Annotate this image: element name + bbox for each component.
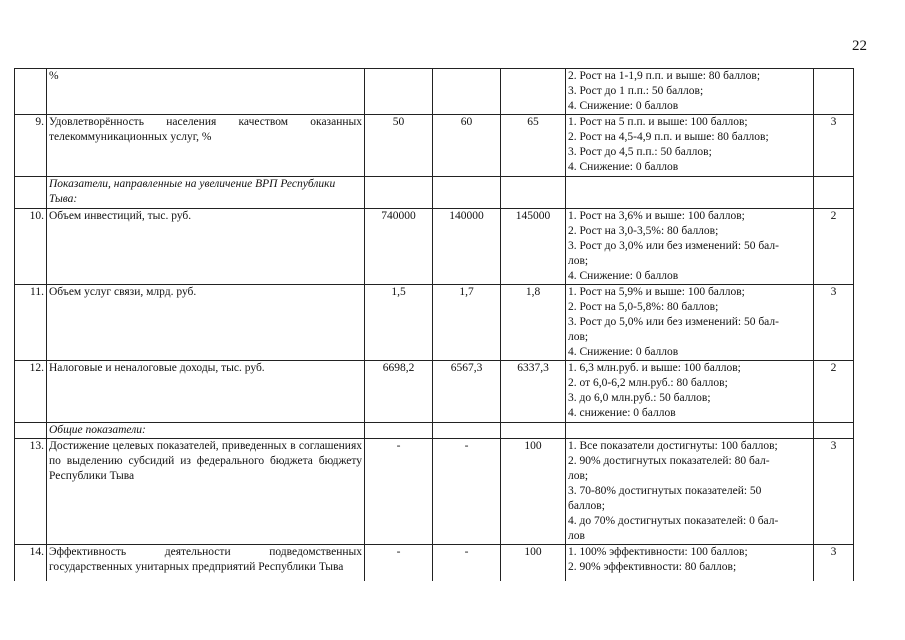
criterion-line: 4. Снижение: 0 баллов xyxy=(568,161,679,173)
indicator-name: Эффективность деятельности подведомственных государственных унитарных предприятий Республики Тыва xyxy=(49,546,362,573)
empty-cell xyxy=(501,177,566,209)
indicator-name-cell xyxy=(47,439,365,545)
indicator-row xyxy=(15,209,854,285)
weight-cell: 2 xyxy=(814,361,854,423)
value-2017: 100 xyxy=(501,439,566,545)
section-title-cell xyxy=(47,177,365,209)
value-2016: - xyxy=(433,545,501,581)
criterion-line: 4. до 70% достигнутых показателей: 0 бал- xyxy=(568,515,779,527)
value-2016: 140000 xyxy=(433,209,501,285)
criterion-line: 4. Снижение: 0 баллов xyxy=(568,346,679,358)
value-2016: 1,7 xyxy=(433,285,501,361)
indicator-name: Удовлетворённость населения качеством оказанных телекоммуникационных услуг, % xyxy=(49,116,362,143)
num-cell xyxy=(15,177,47,209)
value-2016: 60 xyxy=(433,115,501,177)
criterion-line: лов; xyxy=(568,470,589,482)
row-number: 14. xyxy=(15,545,47,581)
value-2017: 145000 xyxy=(501,209,566,285)
criterion-line: 3. Рост до 1 п.п.: 50 баллов; xyxy=(568,85,704,97)
indicator-row xyxy=(15,115,854,177)
criterion-line: 1. 100% эффективности: 100 баллов; xyxy=(568,546,748,558)
indicator-row xyxy=(15,69,854,115)
value-2016: 6567,3 xyxy=(433,361,501,423)
page-number: 22 xyxy=(852,38,867,54)
criteria-cell xyxy=(566,69,814,115)
criterion-line: 4. снижение: 0 баллов xyxy=(568,407,676,419)
empty-cell xyxy=(814,177,854,209)
criteria-cell xyxy=(566,115,814,177)
row-number: 13. xyxy=(15,439,47,545)
criterion-line: 2. от 6,0-6,2 млн.руб.: 80 баллов; xyxy=(568,377,728,389)
criterion-line: 2. Рост на 3,0-3,5%: 80 баллов; xyxy=(568,225,719,237)
indicator-name-cell xyxy=(47,545,365,581)
criteria-cell xyxy=(566,439,814,545)
row-number: 11. xyxy=(15,285,47,361)
indicator-name-cell xyxy=(47,115,365,177)
indicators-table-body xyxy=(15,69,854,581)
section-title: Показатели, направленные на увеличение ВРП Республики Тыва: xyxy=(49,178,336,205)
indicator-name: % xyxy=(49,70,59,82)
weight-cell: 3 xyxy=(814,115,854,177)
empty-cell xyxy=(501,423,566,439)
empty-cell xyxy=(814,423,854,439)
indicator-name: Объем услуг связи, млрд. руб. xyxy=(49,286,197,298)
criterion-line: лов xyxy=(568,530,585,542)
indicator-name-cell xyxy=(47,361,365,423)
criterion-line: 1. Рост на 5 п.п. и выше: 100 баллов; xyxy=(568,116,748,128)
value-2017: 100 xyxy=(501,545,566,581)
value-2017: 1,8 xyxy=(501,285,566,361)
indicator-row xyxy=(15,361,854,423)
criteria-cell xyxy=(566,209,814,285)
criterion-line: 3. Рост до 5,0% или без изменений: 50 бал- xyxy=(568,316,779,328)
value-2017 xyxy=(501,69,566,115)
criterion-line: 4. Снижение: 0 баллов xyxy=(568,270,679,282)
indicators-table xyxy=(14,68,854,581)
value-2015: 6698,2 xyxy=(365,361,433,423)
criterion-line: 4. Снижение: 0 баллов xyxy=(568,100,679,112)
indicator-row xyxy=(15,545,854,581)
empty-cell xyxy=(566,177,814,209)
value-2017: 65 xyxy=(501,115,566,177)
num-cell xyxy=(15,423,47,439)
indicator-name-cell xyxy=(47,69,365,115)
value-2015: - xyxy=(365,439,433,545)
value-2015: - xyxy=(365,545,433,581)
section-title-cell xyxy=(47,423,365,439)
indicator-row xyxy=(15,285,854,361)
row-number: 12. xyxy=(15,361,47,423)
value-2015 xyxy=(365,69,433,115)
indicator-row xyxy=(15,439,854,545)
criterion-line: 1. 6,3 млн.руб. и выше: 100 баллов; xyxy=(568,362,741,374)
row-number xyxy=(15,69,47,115)
value-2015: 1,5 xyxy=(365,285,433,361)
section-header-row xyxy=(15,177,854,209)
value-2016: - xyxy=(433,439,501,545)
criterion-line: 1. Все показатели достигнуты: 100 баллов; xyxy=(568,440,778,452)
criterion-line: 2. 90% достигнутых показателей: 80 бал- xyxy=(568,455,770,467)
weight-cell: 3 xyxy=(814,285,854,361)
criterion-line: 1. Рост на 3,6% и выше: 100 баллов; xyxy=(568,210,745,222)
criteria-cell xyxy=(566,285,814,361)
criterion-line: 2. 90% эффективности: 80 баллов; xyxy=(568,561,737,573)
empty-cell xyxy=(433,177,501,209)
empty-cell xyxy=(365,423,433,439)
weight-cell: 3 xyxy=(814,439,854,545)
criterion-line: 3. Рост до 3,0% или без изменений: 50 бал- xyxy=(568,240,779,252)
criterion-line: 3. Рост до 4,5 п.п.: 50 баллов; xyxy=(568,146,712,158)
value-2016 xyxy=(433,69,501,115)
indicator-name: Налоговые и неналоговые доходы, тыс. руб. xyxy=(49,362,265,374)
indicator-name-cell xyxy=(47,209,365,285)
weight-cell: 3 xyxy=(814,545,854,581)
criterion-line: баллов; xyxy=(568,500,605,512)
row-number: 9. xyxy=(15,115,47,177)
value-2017: 6337,3 xyxy=(501,361,566,423)
criterion-line: лов; xyxy=(568,255,589,267)
indicator-name: Достижение целевых показателей, приведенных в соглашениях по выделению субсидий из федерального бюджета бюджету Республики Тыва xyxy=(49,440,362,482)
indicator-name: Объем инвестиций, тыс. руб. xyxy=(49,210,192,222)
indicator-name-cell xyxy=(47,285,365,361)
criterion-line: 2. Рост на 4,5-4,9 п.п. и выше: 80 баллов; xyxy=(568,131,769,143)
weight-cell: 2 xyxy=(814,209,854,285)
value-2015: 50 xyxy=(365,115,433,177)
row-number: 10. xyxy=(15,209,47,285)
criterion-line: 1. Рост на 5,9% и выше: 100 баллов; xyxy=(568,286,745,298)
criterion-line: 2. Рост на 1-1,9 п.п. и выше: 80 баллов; xyxy=(568,70,761,82)
criterion-line: 2. Рост на 5,0-5,8%: 80 баллов; xyxy=(568,301,719,313)
section-title: Общие показатели: xyxy=(49,424,146,436)
value-2015: 740000 xyxy=(365,209,433,285)
weight-cell xyxy=(814,69,854,115)
criterion-line: 3. 70-80% достигнутых показателей: 50 xyxy=(568,485,762,497)
empty-cell xyxy=(566,423,814,439)
criterion-line: 3. до 6,0 млн.руб.: 50 баллов; xyxy=(568,392,711,404)
empty-cell xyxy=(365,177,433,209)
section-header-row xyxy=(15,423,854,439)
criteria-cell xyxy=(566,361,814,423)
criteria-cell xyxy=(566,545,814,581)
empty-cell xyxy=(433,423,501,439)
criterion-line: лов; xyxy=(568,331,589,343)
